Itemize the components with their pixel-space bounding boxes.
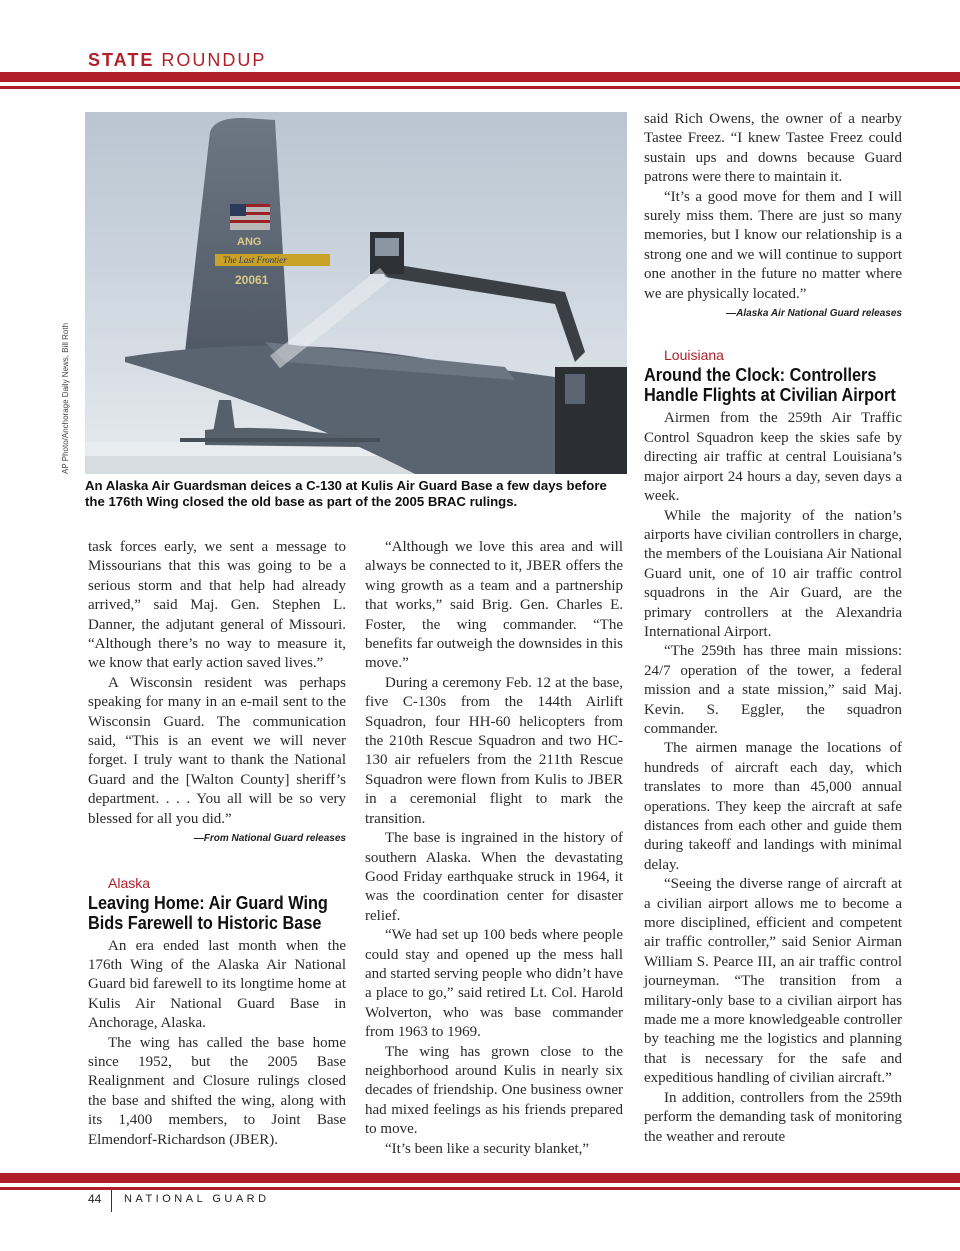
story-headline: Around the Clock: Controllers Handle Flights at Civilian Airport [644,364,896,406]
tail-banner-text: The Last Frontier [223,255,287,265]
story-headline: Leaving Home: Air Guard Wing Bids Farewell to Historic Base [88,891,328,933]
paragraph: “It’s a good move for them and I will surely miss them. There are just so many memories, but I know our relationship is a strong one and we will continue to support one another in the future no matter where we are physically located.” [644,188,902,302]
publication-name: NATIONAL GUARD [124,1193,270,1205]
column-3 [644,110,902,1147]
paragraph: “Although we love this area and will always be connected to it, JBER offers the wing growth as a team and a partnership that works,” said Brig. Gen. Charles E. Foster, the wing commander. “The benefits far outweigh the downsides in this move.” [365,539,623,672]
bottom-rule-thin [0,1187,960,1190]
tail-marking-ang: ANG [237,236,262,248]
photo-credit: AP Photo/Anchorage Daily News, Bill Roth [61,322,70,474]
paragraph: An era ended last month when the 176th Wing of the Alaska Air National Guard bid farewell to its longtime home at Kulis Air National Guard Base in Anchorage, Alaska. [88,937,346,1032]
paragraph: Airmen from the 259th Air Traffic Control Squadron keep the skies safe by directing air traffic at central Louisiana’s major airport 24 hours a day, seven days a week. [644,410,902,505]
photo-illustration [85,112,627,474]
source-credit: —From National Guard releases [193,833,346,845]
section-heading [88,50,266,71]
footer-divider [111,1190,112,1212]
paragraph: The wing has called the base home since 1952, but the 2005 Base Realignment and Closure rulings closed the base and shifted the wing, along with its 1,400 members, to Joint Base Elmendorf-Richardson (JBER). [88,1034,346,1148]
paragraph: During a ceremony Feb. 12 at the base, five C-130s from the 144th Airlift Squadron, four HH-60 helicopters from the 210th Rescue Squadron and two HC-130 air refuelers from the 211th Rescue Squadron were flown from Kulis to JBER in a ceremonial flight to mark the transition. [365,674,623,827]
paragraph: “The 259th has three main missions: 24/7 operation of the tower, a federal mission and a state mission,” said Maj. Kevin. S. Eggler, the squadron commander. [644,643,902,737]
paragraph: The wing has grown close to the neighborhood around Kulis in nearly six decades of friendship. One business owner had mixed feelings as his friends prepared to move. [365,1043,623,1138]
tail-number: 20061 [235,273,269,287]
story-state-label: Louisiana [664,347,724,364]
section-heading-bold: STATE [88,50,155,70]
bottom-rule-thick [0,1173,960,1183]
photo-caption: An Alaska Air Guardsman deices a C-130 at Kulis Air Guard Base a few days before the 176th Wing closed the old base as part of the 2005 BRAC rulings. [85,478,607,509]
paragraph: The airmen manage the locations of hundreds of aircraft each day, which translates to more than 45,000 annual operations. They keep the aircraft at safe distances from each other and guide them during takeoff and landings with minimal delay. [644,740,902,873]
page-number: 44 [88,1192,102,1206]
section-heading-rest: ROUNDUP [154,50,267,70]
paragraph: While the majority of the nation’s airports have civilian controllers in charge, the members of the Louisiana Air National Guard unit, one of 10 air traffic control squadrons in the Air Guard, are the primary controllers at the Alexandria International Airport. [644,507,902,640]
source-credit: —Alaska Air National Guard releases [726,308,902,320]
paragraph: “Seeing the diverse range of aircraft at a civilian airport allows me to become a more disciplined, efficient and competent air traffic controller,” said Senior Airman William S. Pearce III, an air traffic control journeyman. “The transition from a military-only base to a civilian airport has made me a more knowledgeable controller by teaching me the logistics and planning that is necessary for the safe and expeditious handling of civilian aircraft.” [644,876,902,1087]
aircraft-deicing-photo [85,112,627,474]
column-1 [88,538,346,1150]
top-rule-thick [0,72,960,82]
column-2 [365,538,623,1159]
story-state-label: Alaska [108,874,151,891]
paragraph: “It’s been like a security blanket,” [385,1140,590,1157]
paragraph: A Wisconsin resident was perhaps speaking for many in an e-mail sent to the Wisconsin Guard. The communication said, “This is an event we will never forget. I truly want to thank the National Guard and the [Walton County] sheriff’s department. . . . You all will be so very blessed for all you did.” [88,674,346,827]
paragraph: In addition, controllers from the 259th perform the demanding task of monitoring the weather and reroute [644,1089,902,1145]
paragraph: “We had set up 100 beds where people could stay and opened up the mess hall and started serving people who didn’t have a place to go,” said retired Lt. Col. Harold Wolverton, who was base commander from 1963 to 1969. [365,927,623,1041]
top-rule-thin [0,86,960,89]
paragraph: The base is ingrained in the history of southern Alaska. When the devastating Good Friday earthquake struck in 1964, it was the coordination center for disaster relief. [365,830,623,924]
paragraph: said Rich Owens, the owner of a nearby Tastee Freez. “I knew Tastee Freez could sustain ups and downs because Guard patrons were there to maintain it. [644,111,902,186]
paragraph: task forces early, we sent a message to Missourians that this was going to be a serious storm and that help had already arrived,” said Maj. Gen. Stephen L. Danner, the adjutant general of Missouri. “Although there’s no way to measure it, we know that early action saved lives.” [88,539,346,672]
